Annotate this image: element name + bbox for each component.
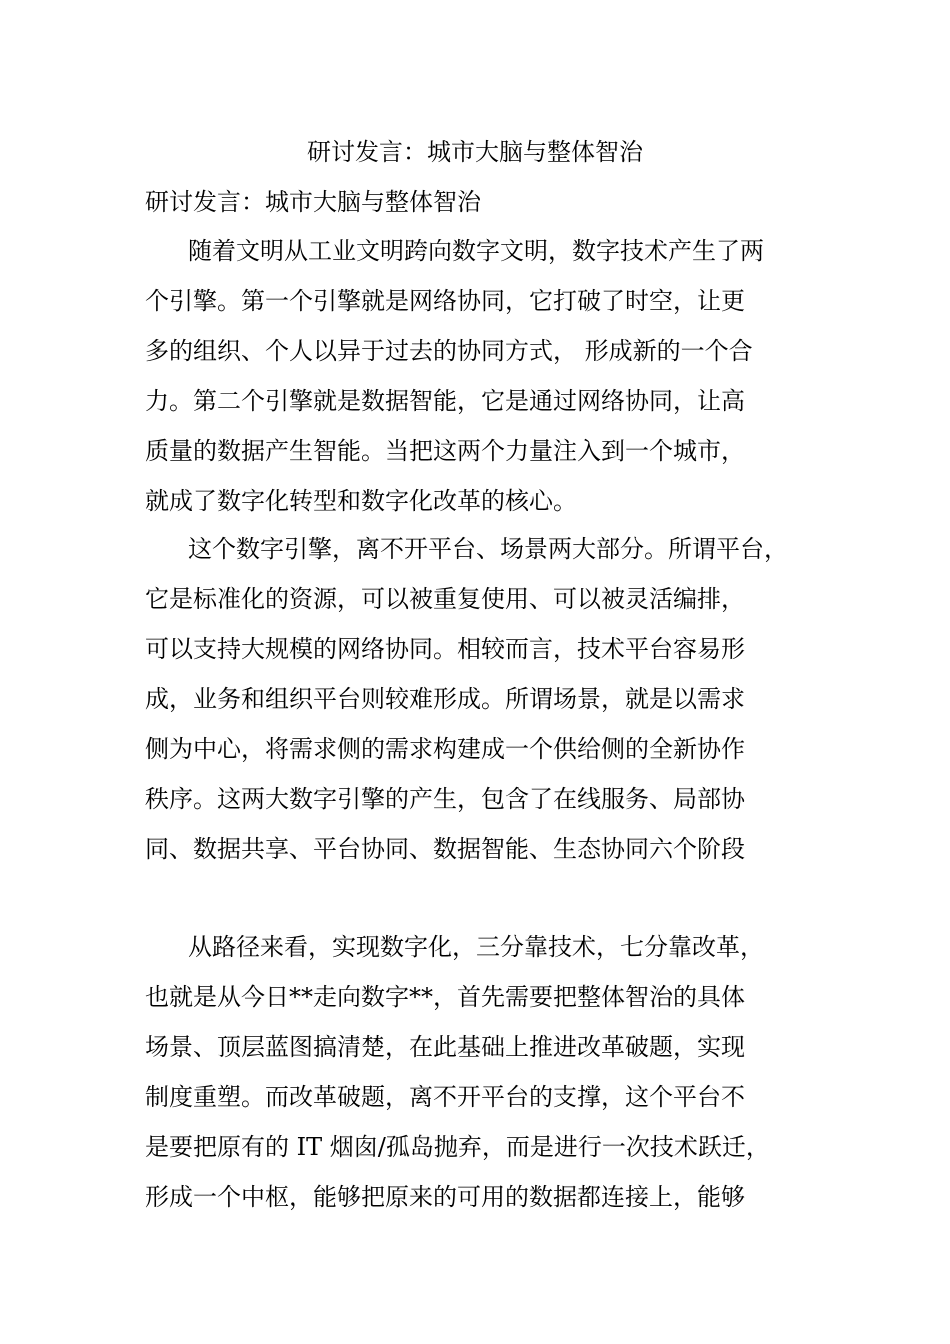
text-line: 是要把原有的 IT 烟囱/孤岛抛弃，而是进行一次技术跃迁， bbox=[145, 1133, 770, 1161]
text-line: 它是标准化的资源，可以被重复使用、可以被灵活编排， bbox=[145, 585, 745, 613]
paragraph-3 bbox=[145, 922, 825, 1222]
text-line: 也就是从今日**走向数字**，首先需要把整体智治的具体 bbox=[145, 983, 745, 1011]
text-line: 秩序。这两大数字引擎的产生，包含了在线服务、局部协 bbox=[145, 785, 745, 813]
text-line: 侧为中心，将需求侧的需求构建成一个供给侧的全新协作 bbox=[145, 735, 745, 763]
page-title: 研讨发言：城市大脑与整体智治 bbox=[307, 138, 643, 166]
text-line: 同、数据共享、平台协同、数据智能、生态协同六个阶段 bbox=[145, 835, 745, 863]
document-subtitle: 研讨发言：城市大脑与整体智治 bbox=[145, 188, 481, 216]
text-line: 从路径来看，实现数字化，三分靠技术，七分靠改革， bbox=[188, 933, 764, 961]
text-line: 随着文明从工业文明跨向数字文明，数字技术产生了两 bbox=[188, 237, 764, 265]
text-line: 这个数字引擎，离不开平台、场景两大部分。所谓平台， bbox=[188, 535, 788, 563]
text-line: 就成了数字化转型和数字化改革的核心。 bbox=[145, 487, 577, 515]
paragraph-1 bbox=[145, 226, 825, 526]
paragraph-2 bbox=[145, 524, 825, 874]
text-line: 质量的数据产生智能。当把这两个力量注入到一个城市， bbox=[145, 437, 745, 465]
text-line: 多的组织、个人以异于过去的协同方式， 形成新的一个合 bbox=[145, 337, 753, 365]
text-line: 形成一个中枢，能够把原来的可用的数据都连接上，能够 bbox=[145, 1183, 745, 1211]
text-line: 个引擎。第一个引擎就是网络协同，它打破了时空，让更 bbox=[145, 287, 745, 315]
text-line: 成，业务和组织平台则较难形成。所谓场景，就是以需求 bbox=[145, 685, 745, 713]
text-line: 制度重塑。而改革破题，离不开平台的支撑，这个平台不 bbox=[145, 1083, 745, 1111]
text-line: 场景、顶层蓝图搞清楚，在此基础上推进改革破题，实现 bbox=[145, 1033, 745, 1061]
text-line: 力。第二个引擎就是数据智能，它是通过网络协同，让高 bbox=[145, 387, 745, 415]
text-line: 可以支持大规模的网络协同。相较而言，技术平台容易形 bbox=[145, 635, 745, 663]
